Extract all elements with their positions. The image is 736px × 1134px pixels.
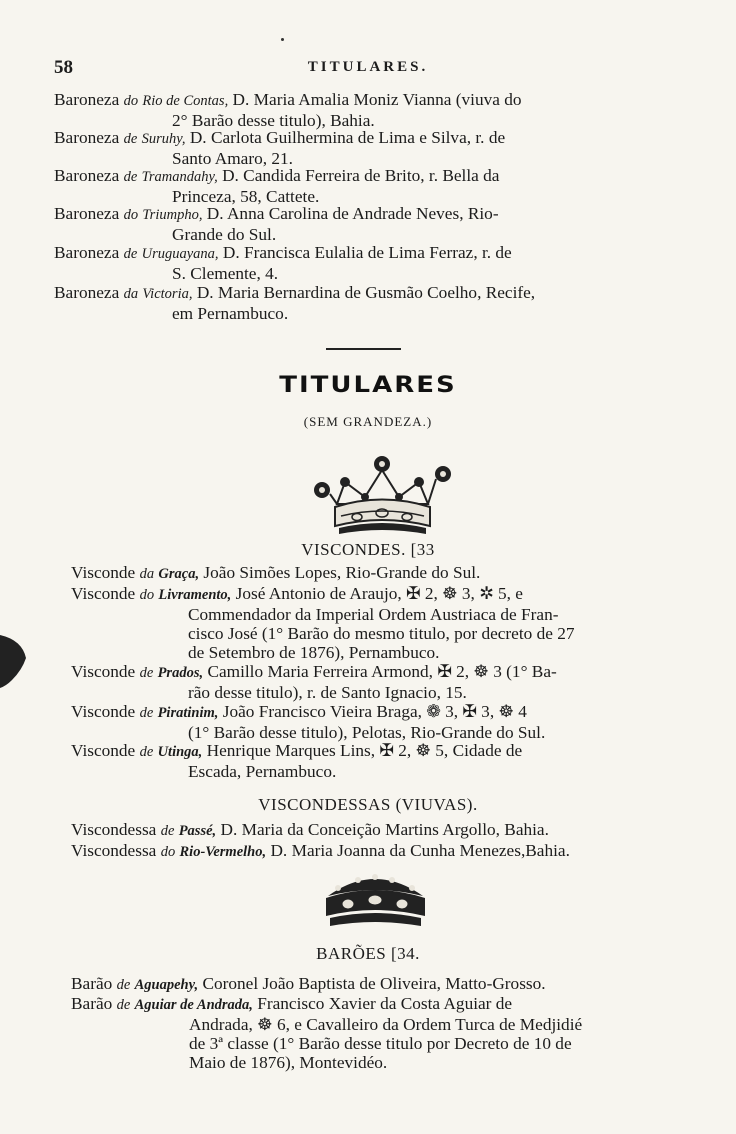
section-rule	[326, 348, 401, 350]
section-subtitle: (SEM GRANDEZA.)	[303, 414, 433, 429]
list-item: Baroneza de Tramandahy, D. Candida Ferreira de Brito, r. Bella da Princeza, 58, Cattete.	[54, 166, 500, 206]
list-item: Viscondessa do Rio-Vermelho, D. Maria Joanna da Cunha Menezes,Bahia.	[71, 841, 570, 860]
list-item: Viscondessa de Passé, D. Maria da Conceição Martins Argollo, Bahia.	[71, 820, 549, 839]
viscondessas-heading: VISCONDESSAS (VIUVAS).	[258, 795, 478, 814]
page-number: 58	[54, 57, 73, 78]
ink-blot-icon	[0, 630, 28, 690]
list-item: Barão de Aguapehy, Coronel João Baptista de Oliveira, Matto-Grosso.	[71, 974, 546, 993]
viscondes-heading: VISCONDES. [33	[301, 540, 435, 559]
list-item: Visconde de Piratinim, João Francisco Vieira Braga, ❁ 3, ✠ 3, ☸ 4 (1° Barão desse titulo), Pelotas, Rio-Grande do Sul.	[71, 702, 546, 742]
ink-speck	[281, 38, 284, 41]
list-item: Visconde da Graça, João Simões Lopes, Rio-Grande do Sul.	[71, 563, 481, 582]
viscount-coronet-icon	[305, 452, 460, 540]
running-title: TITULARES.	[307, 59, 429, 75]
list-item: Baroneza do Rio de Contas, D. Maria Amalia Moniz Vianna (viuva do 2° Barão desse titulo), Bahia.	[54, 90, 522, 130]
baron-coronet-icon	[318, 868, 433, 930]
list-item: Visconde de Prados, Camillo Maria Ferreira Armond, ✠ 2, ☸ 3 (1° Ba- rão desse titulo), r. de Santo Ignacio, 15.	[71, 662, 557, 702]
list-item: Barão de Aguiar de Andrada, Francisco Xavier da Costa Aguiar de Andrada, ☸ 6, e Cavalleiro da Ordem Turca de Medjidié de 3ª classe (1° Barão desse titulo por Decreto de 10 de Maio de 1876), Montevidéo.	[71, 994, 583, 1072]
list-item: Baroneza do Triumpho, D. Anna Carolina de Andrade Neves, Rio- Grande do Sul.	[54, 204, 499, 244]
section-title: TITULARES	[279, 372, 457, 398]
baroes-heading: BARÕES [34.	[316, 944, 420, 963]
list-item: Baroneza da Victoria, D. Maria Bernardina de Gusmão Coelho, Recife, em Pernambuco.	[54, 283, 536, 323]
list-item: Baroneza de Uruguayana, D. Francisca Eulalia de Lima Ferraz, r. de S. Clemente, 4.	[54, 243, 512, 283]
list-item: Visconde do Livramento, José Antonio de Araujo, ✠ 2, ☸ 3, ✲ 5, e Commendador da Imperial Ordem Austriaca de Fran- cisco José (1° Barão do mesmo titulo, por decreto de 27 de Setembro de 1876), Pernambuco.	[71, 584, 575, 662]
list-item: Visconde de Utinga, Henrique Marques Lins, ✠ 2, ☸ 5, Cidade de Escada, Pernambuco.	[71, 741, 523, 781]
list-item: Baroneza de Suruhy, D. Carlota Guilhermina de Lima e Silva, r. de Santo Amaro, 21.	[54, 128, 506, 168]
